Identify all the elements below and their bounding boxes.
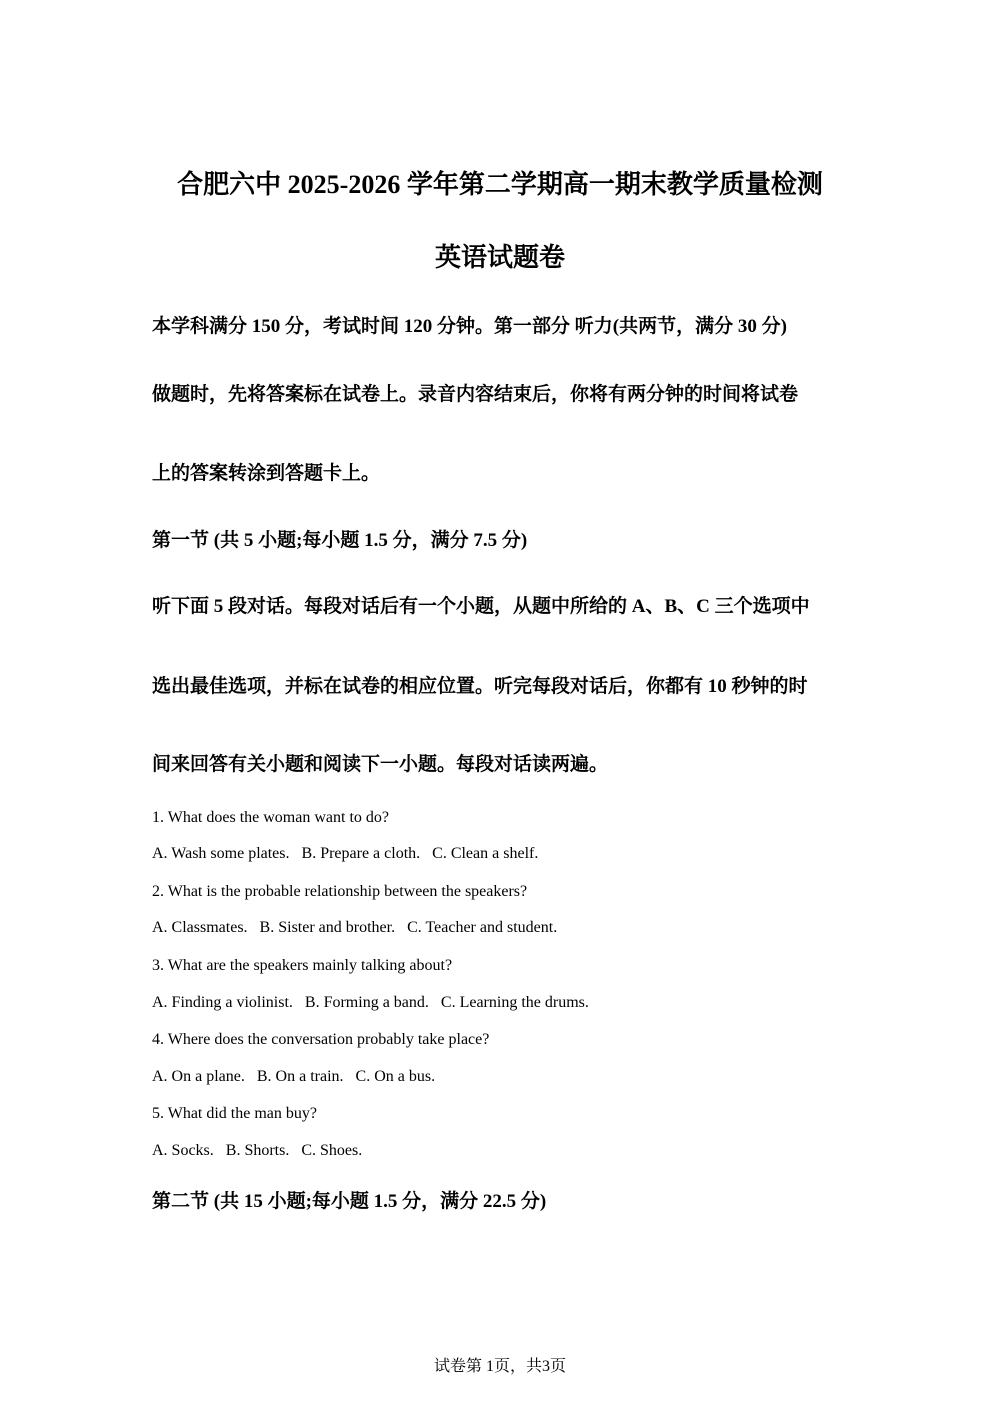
question-3-option-a[interactable]: A. Finding a violinist. xyxy=(152,994,293,1011)
question-2-option-c[interactable]: C. Teacher and student. xyxy=(407,919,558,936)
question-4-text: 4. Where does the conversation probably take place? xyxy=(152,1031,490,1048)
question-3-option-c[interactable]: C. Learning the drums. xyxy=(440,994,589,1011)
section-1-directions-line-2: 选出最佳选项，并标在试卷的相应位置。听完每段对话后，你都有 10 秒钟的时 xyxy=(152,676,808,697)
question-3-text: 3. What are the speakers mainly talking about? xyxy=(152,957,453,974)
question-1-options xyxy=(152,843,872,865)
question-1-option-a[interactable]: A. Wash some plates. xyxy=(152,845,290,862)
question-4-options xyxy=(152,1066,872,1088)
question-3-options xyxy=(152,992,872,1014)
question-5-text: 5. What did the man buy? xyxy=(152,1105,317,1122)
question-1-text: 1. What does the woman want to do? xyxy=(152,809,389,826)
section-1-heading: 第一节 (共 5 小题;每小题 1.5 分，满分 7.5 分) xyxy=(152,530,528,551)
instructions-line-2: 做题时，先将答案标在试卷上。录音内容结束后，你将有两分钟的时间将试卷 xyxy=(152,384,799,405)
question-5-option-b[interactable]: B. Shorts. xyxy=(225,1142,290,1159)
question-2-option-a[interactable]: A. Classmates. xyxy=(152,919,248,936)
exam-subtitle: 英语试题卷 xyxy=(434,243,565,272)
question-4-option-c[interactable]: C. On a bus. xyxy=(355,1068,436,1085)
section-2-heading: 第二节 (共 15 小题;每小题 1.5 分，满分 22.5 分) xyxy=(152,1191,547,1212)
question-1-option-b[interactable]: B. Prepare a cloth. xyxy=(301,845,421,862)
question-5-option-a[interactable]: A. Socks. xyxy=(152,1142,214,1159)
question-4-option-a[interactable]: A. On a plane. xyxy=(152,1068,245,1085)
question-4-option-b[interactable]: B. On a train. xyxy=(256,1068,344,1085)
section-1-directions-line-3: 间来回答有关小题和阅读下一小题。每段对话读两遍。 xyxy=(152,754,609,775)
question-2-option-b[interactable]: B. Sister and brother. xyxy=(259,919,396,936)
exam-title: 合肥六中 2025-2026 学年第二学期高一期末教学质量检测 xyxy=(177,170,823,199)
question-2-text: 2. What is the probable relationship between the speakers? xyxy=(152,883,528,900)
question-5-option-c[interactable]: C. Shoes. xyxy=(301,1142,363,1159)
question-1-option-c[interactable]: C. Clean a shelf. xyxy=(432,845,539,862)
section-1-directions-line-1: 听下面 5 段对话。每段对话后有一个小题，从题中所给的 A、B、C 三个选项中 xyxy=(152,596,810,617)
question-2-options xyxy=(152,917,872,939)
page-footer: 试卷第 1页，共3页 xyxy=(433,1358,566,1375)
instructions-line-1: 本学科满分 150 分，考试时间 120 分钟。第一部分 听力(共两节，满分 30 分) xyxy=(152,316,787,337)
question-3-option-b[interactable]: B. Forming a band. xyxy=(304,994,429,1011)
question-5-options xyxy=(152,1140,872,1162)
instructions-line-3: 上的答案转涂到答题卡上。 xyxy=(152,463,381,484)
